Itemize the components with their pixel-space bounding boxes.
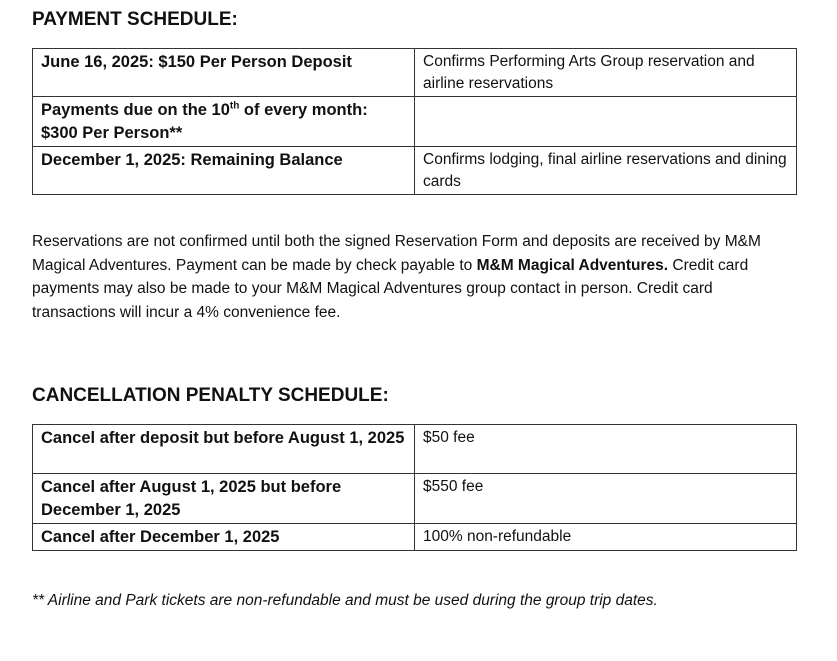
cancel-fee-cell: $50 fee: [415, 425, 797, 474]
table-row: [33, 425, 797, 474]
ordinal-suffix: th: [229, 100, 240, 112]
table-row: [33, 49, 797, 97]
cancellation-schedule-heading: CANCELLATION PENALTY SCHEDULE:: [32, 385, 389, 406]
payment-schedule-heading: PAYMENT SCHEDULE:: [32, 9, 238, 30]
cancel-fee-cell: $550 fee: [415, 474, 797, 524]
cancel-period-cell: Cancel after December 1, 2025: [33, 524, 415, 551]
footnote: ** Airline and Park tickets are non-refundable and must be used during the group trip dates.: [32, 592, 658, 609]
cancellation-schedule-table: [32, 424, 797, 551]
payment-monthly-amount: $300 Per Person**: [41, 124, 183, 142]
table-row: [33, 147, 797, 195]
reservation-notice: [32, 230, 792, 324]
table-row: [33, 474, 797, 524]
table-row: [33, 524, 797, 551]
payment-monthly-label: Payments due on the 10: [41, 101, 230, 119]
payment-balance-note: Confirms lodging, final airline reservations and dining cards: [415, 147, 797, 195]
payment-monthly-cell: [33, 97, 415, 147]
payment-monthly-note: [415, 97, 797, 147]
payment-deposit-cell: June 16, 2025: $150 Per Person Deposit: [33, 49, 415, 97]
notice-text-end: Credit card payments may also be made to your M&M Magical Adventures group contact in person. Credit card transactions will incur a 4% convenience fee.: [32, 256, 749, 321]
cancel-period-cell: Cancel after deposit but before August 1, 2025: [33, 425, 415, 474]
payee-name: M&M Magical Adventures.: [476, 256, 669, 274]
payment-schedule-table: [32, 48, 797, 195]
payment-deposit-note: Confirms Performing Arts Group reservation and airline reservations: [415, 49, 797, 97]
payment-balance-cell: December 1, 2025: Remaining Balance: [33, 147, 415, 195]
table-row: [33, 97, 797, 147]
payment-monthly-label-end: of every month:: [239, 101, 368, 119]
cancel-period-cell: Cancel after August 1, 2025 but before December 1, 2025: [33, 474, 415, 524]
cancel-fee-cell: 100% non-refundable: [415, 524, 797, 551]
notice-text-start: Reservations are not confirmed until both the signed Reservation Form and deposits are received by M&M Magical Adventures. Payment can be made by check payable to: [32, 233, 761, 274]
